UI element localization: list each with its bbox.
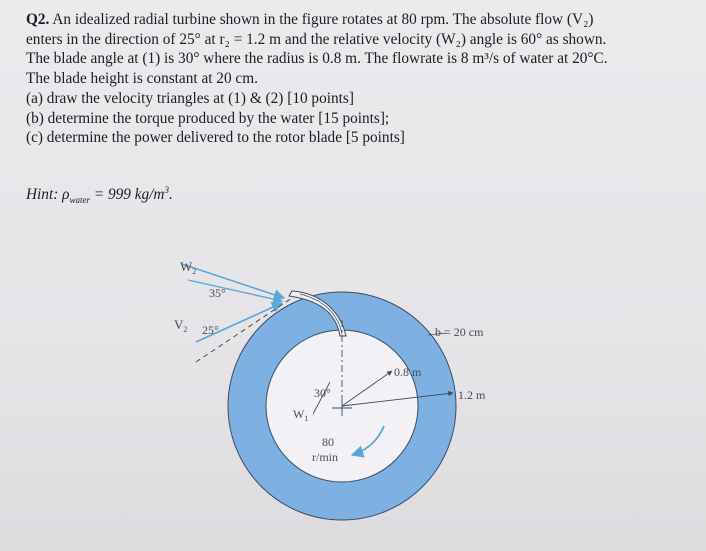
- hint-rho: ρ: [62, 186, 70, 204]
- hint-exponent: 3: [164, 185, 169, 195]
- hint-end: .: [168, 186, 173, 204]
- angle-35-label: 35°: [209, 286, 226, 300]
- angle-25-label: 25°: [202, 323, 219, 337]
- part-a: (a) draw the velocity triangles at (1) & (2) [10 points]: [26, 89, 354, 107]
- w2-arrow: [182, 264, 284, 298]
- w2-arrow-secondary: [188, 280, 282, 301]
- problem-line-1-text: An idealized radial turbine shown in the figure rotates at 80 rpm. The absolute flow (V₂): [49, 11, 594, 28]
- w2-label: $W_2$: [180, 259, 197, 276]
- hint-rho-subscript: water: [69, 195, 90, 206]
- hint-label: Hint:: [26, 186, 59, 204]
- problem-line-2: enters in the direction of 25° at r₂ = 1.2 m and the relative velocity (W₂) angle is 60° as shown.: [26, 30, 607, 48]
- question-number: Q2.: [26, 11, 50, 28]
- outer-radius-label: 1.2 m: [458, 388, 486, 402]
- height-label: b = 20 cm: [435, 325, 484, 339]
- part-c: (c) determine the power delivered to the rotor blade [5 points]: [26, 129, 405, 147]
- hint-value: = 999 kg/m: [93, 186, 165, 204]
- v2-label: $V_2$: [174, 317, 188, 334]
- problem-line-4: The blade height is constant at 20 cm.: [26, 70, 258, 88]
- w1-label: $W_1$: [293, 407, 309, 423]
- speed-unit-label: r/min: [312, 450, 338, 464]
- inner-radius-label: 0.8 m: [394, 365, 422, 379]
- speed-value-label: 80: [322, 435, 334, 449]
- angle-30-label: 30°: [314, 386, 331, 400]
- part-b: (b) determine the torque produced by the water [15 points];: [26, 109, 390, 127]
- problem-line-3: The blade angle at (1) is 30° where the radius is 0.8 m. The flowrate is 8 m³/s of water at 20°C.: [26, 50, 608, 68]
